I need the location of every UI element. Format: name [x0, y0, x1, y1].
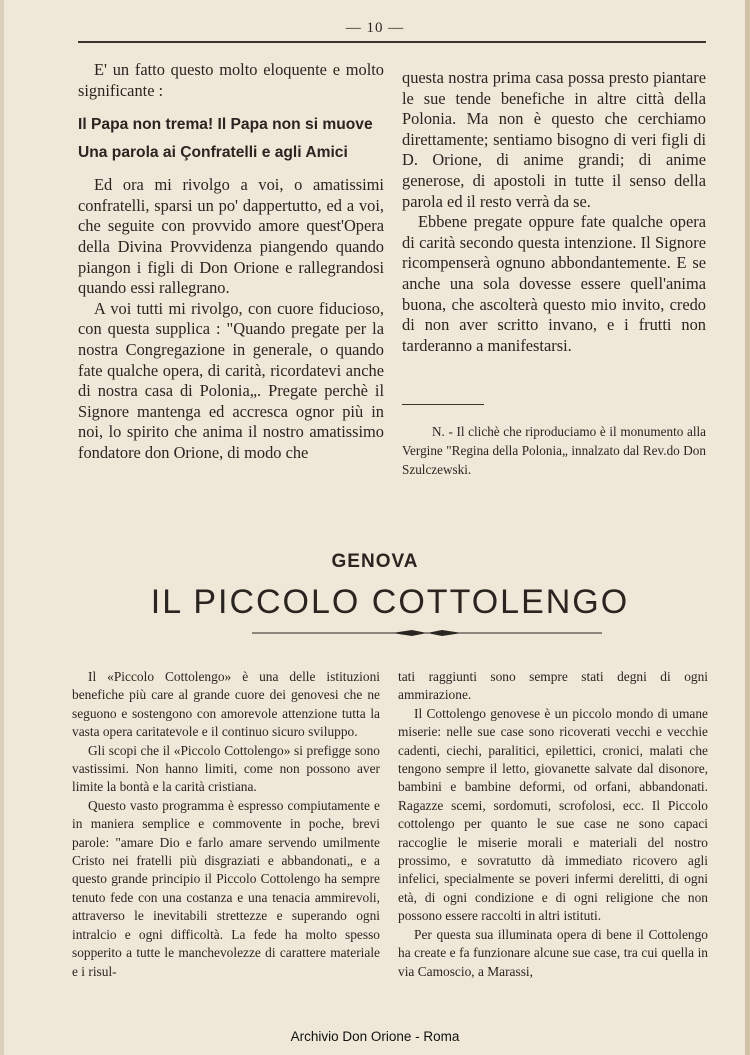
page-edge-right [745, 0, 750, 1055]
article-2-paragraph: Il «Piccolo Cottolengo» è una delle istituzioni benefiche più care al grande cuore dei genovesi che ne seguono e sostengono con amorevole attenzione tutta la vasta opera caritatevole e il continuo sicuro sviluppo. [72, 669, 380, 740]
article-1-paragraph: questa nostra prima casa possa presto piantare le sue tende benefiche in altre città della Polonia. Ma non è questo che cerchiamo direttamente; sentiamo bisogno di veri figli di D. Orione, di anime grandi; di anime generose, di apostoli in tutte il senso della parola ed il resto verrà da se. [402, 68, 706, 211]
article-2-paragraph: tati raggiunti sono sempre stati degni di ogni ammirazione. [398, 669, 708, 703]
article-1-paragraph: Ebbene pregate oppure fate qualche opera di carità secondo questa intenzione. Il Signore ricompenserà ognuno abbondantemente. E se anche una sola dovesse essere quell'anima buona, che ascolterà questo mio invito, credo di non aver scritto invano, e i frutti non tarderanno a manifestarsi. [402, 212, 706, 355]
article-1-left-column [78, 60, 384, 464]
article-2-right-column [398, 668, 708, 981]
article-1-heading-1: Il Papa non trema! Il Papa non si muove [78, 116, 373, 134]
section-title: IL PICCOLO COTTOLENGO [150, 583, 630, 621]
title-ornament [252, 629, 602, 637]
article-1-paragraph: A voi tutti mi rivolgo, con cuore fiducioso, con questa supplica : "Quando pregate per la nostra Congregazione in generale, o quando fate qualche opera, di carità, ricordatevi anche di nostra casa di Polonia„. Pregate perchè il Signore mantenga ed accresca ognor più in noi, lo spirito che anima il nostro amatissimo fondatore don Orione, di modo che [78, 298, 384, 462]
section-city: GENOVA [331, 551, 419, 572]
article-1-paragraph: Ed ora mi rivolgo a voi, o amatissimi confratelli, sparsi un po' dappertutto, ed a voi, che seguite con provvido amore quest'Opera della Divina Provvidenza piangendo quando piangon i figli di Don Orione e rallegrandosi quando essi rallegrano. [78, 175, 384, 298]
note-divider [402, 404, 484, 405]
header-rule [78, 41, 706, 43]
article-2-paragraph: Il Cottolengo genovese è un piccolo mondo di umane miserie: nelle sue case sono ricoverati vecchi e vecchie cadenti, ciechi, paralitici, epilettici, cronici, malati che tengono sempre il letto, giovanette salvate dal disonore, bambini e bambine deformi, od orfani, abbandonati. Ragazze scemi, sordomuti, scrofolosi, ecc. Il Piccolo cottolengo per quanto le sue case ne sono capaci raccoglie le miserie morali e materiali del nostro prossimo, e sovratutto dà immediato ricovero agli infelici, specialmente se poveri infermi derelitti, di ogni età, di ogni condizione e di ogni religione che non possono essere raccolti in altri istituti. [398, 705, 708, 924]
page-edge-left [0, 0, 4, 1055]
archive-footer: Archivio Don Orione - Roma [290, 1029, 460, 1044]
article-1-intro: E' un fatto questo molto eloquente e molto significante : [78, 60, 384, 100]
article-2-paragraph: Gli scopi che il «Piccolo Cottolengo» si prefigge sono vastissimi. Non hanno limiti, come non possono aver limite la bontà e la carità cristiana. [72, 742, 380, 795]
page-number: — 10 — [345, 20, 405, 36]
photo-note: N. - Il clichè che riproduciamo è il monumento alla Vergine "Regina della Polonia„ innalzato dal Rev.do Don Szulczewski. [402, 424, 706, 477]
article-2-paragraph: Per questa sua illuminata opera di bene il Cottolengo ha create e fa funzionare alcune sue case, tra cui quella in via Camoscio, a Marassi, [398, 926, 708, 979]
article-2-left-column [72, 668, 380, 981]
article-1-right-column [402, 68, 706, 479]
article-1-heading-2: Una parola ai Çonfratelli e agli Amici [78, 144, 348, 162]
article-2-paragraph: Questo vasto programma è espresso compiutamente e in maniera semplice e commovente in poche, brevi parole: "amare Dio e farlo amare servendo umilmente Cristo nei fratelli più disgraziati e abbandonati„ e a questo grande principio il Piccolo Cottolengo ha sempre tenuto fede con una costanza e una tenacia ammirevoli, attraverso le inevitabili strettezze e superando ogni intralcio e ogni difficoltà. La fede ha molto spesso sopperito a tutte le manchevolezze di carattere materiale e i risul- [72, 797, 380, 979]
